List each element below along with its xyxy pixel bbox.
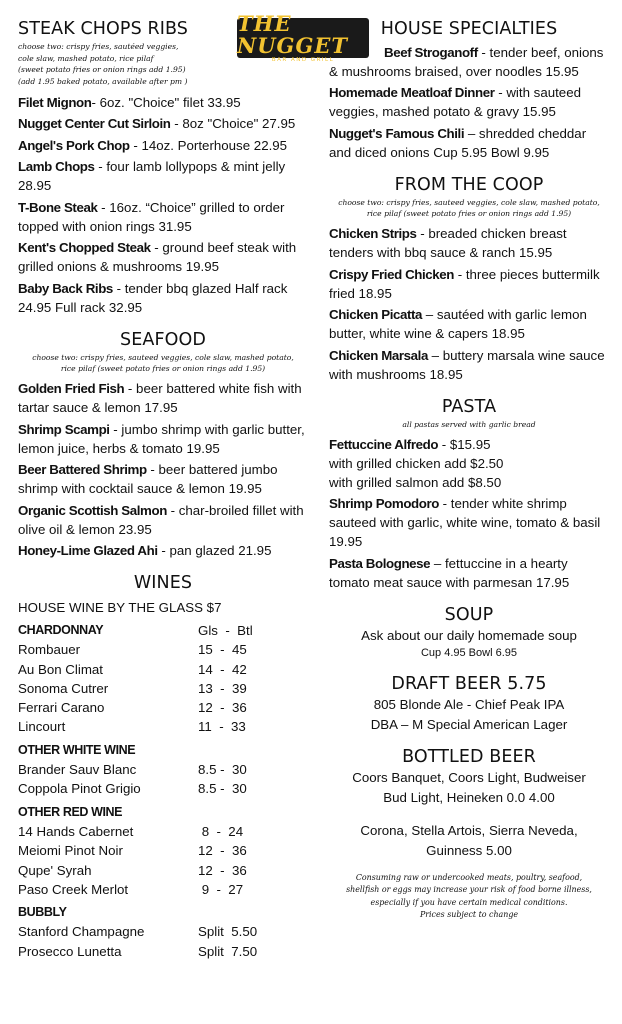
wine-row: Coppola Pinot Grigio 8.5 - 30	[18, 781, 247, 797]
menu-item-chopped-steak: Kent's Chopped Steak - ground beef steak with grilled onions & mushrooms 19.95	[18, 240, 297, 274]
bottled-beer-title: BOTTLED BEER	[402, 747, 536, 767]
wine-row: Qupe' Syrah 12 - 36	[18, 862, 247, 878]
house-wine-line: HOUSE WINE BY THE GLASS $7	[18, 600, 222, 615]
logo-text: THE NUGGET	[237, 10, 349, 58]
soup-line: Ask about our daily homemade soup	[361, 627, 577, 643]
menu-item-scottish-salmon: Organic Scottish Salmon - char-broiled fillet with olive oil & lemon 23.95	[18, 502, 304, 537]
coop-section-note: choose two: crispy fries, sauteed veggies, cole slaw, mashed potato, rice pilaf (sweet potato fries or onion rings add 1.95)	[338, 197, 600, 218]
draft-beer-line: DBA – M Special American Lager	[370, 716, 568, 732]
bottled-beer-line: Bud Light, Heineken 0.0 4.00	[383, 789, 555, 805]
menu-item-meatloaf-dinner: Homemade Meatloaf Dinner - with sauteed veggies, mashed potato & gravy 15.95	[329, 85, 581, 119]
other-red-header: OTHER RED WINE	[18, 804, 123, 819]
menu-item-center-cut-sirloin: Nugget Center Cut Sirloin - 8oz "Choice" 27.95	[18, 116, 296, 131]
wine-row: Sonoma Cutrer 13 - 39	[18, 680, 247, 696]
soup-section-title: SOUP	[444, 604, 494, 625]
wines-section-title: WINES	[133, 573, 193, 593]
bottled-beer-line: Coors Banquet, Coors Light, Budweiser	[352, 770, 586, 785]
chardonnay-header: CHARDONNAY Gls - Btl	[18, 623, 253, 638]
menu-item-chicken-marsala: Chicken Marsala – buttery marsala wine sauce with mushrooms 18.95	[329, 347, 605, 382]
wine-row: 14 Hands Cabernet 8 - 24	[18, 823, 244, 839]
menu-item-pork-chop: Angel's Pork Chop - 14oz. Porterhouse 22.95	[18, 137, 288, 153]
menu-item-chicken-strips: Chicken Strips - breaded chicken breast tenders with bbq sauce & ranch 15.95	[329, 226, 567, 260]
wine-row: Brander Sauv Blanc 8.5 - 30	[18, 762, 247, 778]
menu-item-shrimp-scampi: Shrimp Scampi - jumbo shrimp with garlic butter, lemon juice, herbs & tomato 19.95	[18, 421, 305, 456]
menu-item-famous-chili: Nugget's Famous Chili – shredded cheddar and diced onions Cup 5.95 Bowl 9.95	[329, 125, 587, 160]
menu-item-glazed-ahi: Honey-Lime Glazed Ahi - pan glazed 21.95	[18, 543, 272, 558]
wine-row: Lincourt 11 - 33	[18, 719, 246, 735]
bottled-beer-line: Corona, Stella Artois, Sierra Neveda,	[360, 823, 578, 838]
seafood-section-title: SEAFOOD	[120, 329, 206, 350]
seafood-section-note: choose two: crispy fries, sauteed veggies, cole slaw, mashed potato, rice pilaf (sweet potato fries or onion rings add 1.95)	[32, 352, 294, 373]
menu-item-beef-stroganoff: Beef Stroganoff - tender beef, onions & mushrooms braised, over noodles 15.95	[329, 44, 604, 79]
wine-row: Paso Creek Merlot 9 - 27	[18, 881, 244, 897]
menu-item-pasta-bolognese: Pasta Bolognese – fettuccine in a hearty tomato meat sauce with parmesan 17.95	[329, 555, 570, 590]
bubbly-header: BUBBLY	[18, 905, 67, 920]
wine-row: Stanford Champagne Split 5.50	[18, 924, 258, 940]
wine-row: Meiomi Pinot Noir 12 - 36	[18, 843, 247, 859]
steak-section-title: STEAK CHOPS RIBS	[18, 19, 188, 39]
menu-item-shrimp-pomodoro: Shrimp Pomodoro - tender white shrimp sauteed with garlic, white wine, tomato & basil 19.95	[329, 496, 601, 549]
menu-item-golden-fried-fish: Golden Fried Fish - beer battered white fish with tartar sauce & lemon 17.95	[18, 381, 302, 415]
wine-row: Ferrari Carano 12 - 36	[18, 700, 247, 716]
menu-item-fettuccine-alfredo: Fettuccine Alfredo - $15.95 with grilled chicken add $2.50 with grilled salmon add $8.50	[329, 436, 504, 490]
menu-item-beer-battered-shrimp: Beer Battered Shrimp - beer battered jumbo shrimp with cocktail sauce & lemon 19.95	[18, 462, 278, 496]
right-column	[329, 18, 609, 921]
menu-item-filet-mignon: Filet Mignon- 6oz. "Choice" filet 33.95	[18, 94, 241, 110]
logo-subtext: BAR AND GRILL	[271, 56, 335, 63]
steak-section-note: choose two: crispy fries, sautéed veggies, cole slaw, mashed potato, rice pilaf (sweet potato fries or onion rings add 1.95) (add 1.95 baked potato, available after pm )	[18, 42, 188, 86]
pasta-section-title: PASTA	[441, 396, 497, 417]
bottled-beer-line: Guinness 5.00	[426, 842, 512, 858]
menu-item-lamb-chops: Lamb Chops - four lamb lollypops & mint jelly 28.95	[18, 159, 286, 193]
coop-section-title: FROM THE COOP	[394, 174, 544, 195]
wine-row: Prosecco Lunetta Split 7.50	[18, 943, 258, 959]
menu-item-t-bone-steak: T-Bone Steak - 16oz. “Choice” grilled to order topped with onion rings 31.95	[18, 199, 285, 234]
wine-row: Au Bon Climat 14 - 42	[18, 661, 247, 677]
left-column	[18, 18, 308, 961]
house-specialties-title: HOUSE SPECIALTIES	[380, 19, 558, 39]
food-safety-disclaimer: Consuming raw or undercooked meats, poultry, seafood, shellfish or eggs may increase your risk of food borne illness, especially if you have certain medical conditions. Prices subject to change	[346, 873, 592, 919]
menu-item-crispy-fried-chicken: Crispy Fried Chicken - three pieces buttermilk fried 18.95	[329, 266, 600, 301]
other-white-header: OTHER WHITE WINE	[18, 742, 136, 757]
pasta-section-note: all pastas served with garlic bread	[402, 419, 536, 429]
draft-beer-title: DRAFT BEER 5.75	[391, 674, 547, 694]
menu-item-chicken-picatta: Chicken Picatta – sautéed with garlic lemon butter, white wine & capers 18.95	[329, 307, 587, 341]
soup-prices: Cup 4.95 Bowl 6.95	[420, 647, 517, 659]
menu-item-baby-back-ribs: Baby Back Ribs - tender bbq glazed Half rack 24.95 Full rack 32.95	[18, 280, 288, 315]
draft-beer-line: 805 Blonde Ale - Chief Peak IPA	[373, 697, 565, 712]
wine-row: Rombauer 15 - 45	[18, 642, 247, 658]
